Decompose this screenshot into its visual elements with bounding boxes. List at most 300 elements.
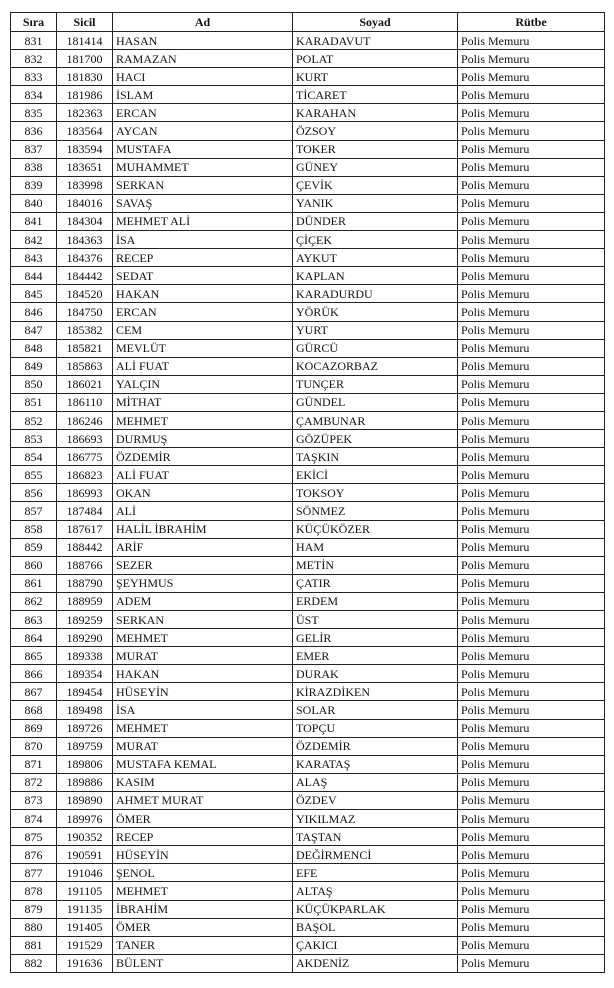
- table-row: [11, 285, 605, 303]
- cell-sicil: 189354: [57, 665, 113, 683]
- cell-sicil: 184442: [57, 267, 113, 285]
- cell-sira: 878: [11, 882, 57, 900]
- cell-sira: 845: [11, 285, 57, 303]
- table-row: [11, 701, 605, 719]
- table-row: [11, 158, 605, 176]
- cell-rutbe: Polis Memuru: [458, 737, 605, 755]
- cell-rutbe: Polis Memuru: [458, 267, 605, 285]
- cell-ad: TANER: [113, 936, 293, 954]
- cell-sira: 841: [11, 212, 57, 230]
- cell-rutbe: Polis Memuru: [458, 393, 605, 411]
- cell-ad: DURMUŞ: [113, 430, 293, 448]
- cell-sicil: 184520: [57, 285, 113, 303]
- cell-ad: ÖZDEMİR: [113, 448, 293, 466]
- cell-sicil: 190352: [57, 828, 113, 846]
- cell-soyad: GELİR: [293, 629, 458, 647]
- cell-rutbe: Polis Memuru: [458, 466, 605, 484]
- cell-sicil: 188442: [57, 538, 113, 556]
- cell-ad: ALİ FUAT: [113, 357, 293, 375]
- cell-sira: 842: [11, 231, 57, 249]
- table-row: [11, 556, 605, 574]
- cell-sicil: 184016: [57, 194, 113, 212]
- cell-sicil: 185382: [57, 321, 113, 339]
- header-soyad: Soyad: [293, 13, 458, 32]
- cell-ad: SAVAŞ: [113, 194, 293, 212]
- cell-rutbe: Polis Memuru: [458, 430, 605, 448]
- cell-ad: BÜLENT: [113, 954, 293, 972]
- cell-ad: CEM: [113, 321, 293, 339]
- cell-soyad: GÜRCÜ: [293, 339, 458, 357]
- cell-sira: 858: [11, 520, 57, 538]
- table-row: [11, 900, 605, 918]
- cell-ad: HACI: [113, 68, 293, 86]
- cell-rutbe: Polis Memuru: [458, 212, 605, 230]
- cell-ad: HÜSEYİN: [113, 683, 293, 701]
- personnel-list-page: [10, 12, 604, 973]
- cell-sira: 831: [11, 32, 57, 50]
- cell-sira: 864: [11, 629, 57, 647]
- table-row: [11, 140, 605, 158]
- cell-rutbe: Polis Memuru: [458, 791, 605, 809]
- cell-soyad: ÜST: [293, 611, 458, 629]
- table-row: [11, 86, 605, 104]
- cell-sira: 865: [11, 647, 57, 665]
- cell-sira: 860: [11, 556, 57, 574]
- cell-rutbe: Polis Memuru: [458, 665, 605, 683]
- cell-sira: 876: [11, 846, 57, 864]
- cell-sira: 881: [11, 936, 57, 954]
- table-row: [11, 755, 605, 773]
- header-sira: Sıra: [11, 13, 57, 32]
- cell-sicil: 185863: [57, 357, 113, 375]
- cell-sicil: 186110: [57, 393, 113, 411]
- cell-soyad: TAŞKIN: [293, 448, 458, 466]
- cell-sicil: 191046: [57, 864, 113, 882]
- cell-sicil: 184750: [57, 303, 113, 321]
- cell-rutbe: Polis Memuru: [458, 719, 605, 737]
- cell-rutbe: Polis Memuru: [458, 176, 605, 194]
- cell-sicil: 191135: [57, 900, 113, 918]
- cell-soyad: YANIK: [293, 194, 458, 212]
- cell-ad: ŞEYHMUS: [113, 574, 293, 592]
- cell-sicil: 189259: [57, 611, 113, 629]
- cell-sicil: 186246: [57, 411, 113, 429]
- cell-ad: RECEP: [113, 828, 293, 846]
- cell-ad: MEHMET ALİ: [113, 212, 293, 230]
- cell-ad: MEHMET: [113, 719, 293, 737]
- cell-ad: ERCAN: [113, 303, 293, 321]
- table-row: [11, 68, 605, 86]
- table-row: [11, 574, 605, 592]
- cell-soyad: EFE: [293, 864, 458, 882]
- cell-rutbe: Polis Memuru: [458, 484, 605, 502]
- cell-soyad: ÖZDEMİR: [293, 737, 458, 755]
- cell-sicil: 181700: [57, 50, 113, 68]
- table-row: [11, 267, 605, 285]
- cell-sicil: 186021: [57, 375, 113, 393]
- cell-soyad: ÖZDEV: [293, 791, 458, 809]
- cell-rutbe: Polis Memuru: [458, 900, 605, 918]
- cell-ad: SERKAN: [113, 611, 293, 629]
- table-row: [11, 249, 605, 267]
- table-row: [11, 212, 605, 230]
- cell-ad: HAKAN: [113, 665, 293, 683]
- cell-rutbe: Polis Memuru: [458, 755, 605, 773]
- cell-sira: 856: [11, 484, 57, 502]
- cell-soyad: TOPÇU: [293, 719, 458, 737]
- cell-rutbe: Polis Memuru: [458, 357, 605, 375]
- table-row: [11, 918, 605, 936]
- cell-ad: ALİ FUAT: [113, 466, 293, 484]
- cell-rutbe: Polis Memuru: [458, 448, 605, 466]
- table-row: [11, 411, 605, 429]
- cell-soyad: KURT: [293, 68, 458, 86]
- cell-ad: MEHMET: [113, 882, 293, 900]
- cell-soyad: KARADURDU: [293, 285, 458, 303]
- cell-ad: ARİF: [113, 538, 293, 556]
- table-row: [11, 357, 605, 375]
- table-row: [11, 32, 605, 50]
- cell-soyad: BAŞOL: [293, 918, 458, 936]
- cell-sira: 838: [11, 158, 57, 176]
- cell-rutbe: Polis Memuru: [458, 520, 605, 538]
- cell-sicil: 181414: [57, 32, 113, 50]
- cell-rutbe: Polis Memuru: [458, 592, 605, 610]
- table-row: [11, 104, 605, 122]
- cell-soyad: YURT: [293, 321, 458, 339]
- cell-ad: RAMAZAN: [113, 50, 293, 68]
- cell-ad: ÖMER: [113, 918, 293, 936]
- cell-rutbe: Polis Memuru: [458, 375, 605, 393]
- cell-rutbe: Polis Memuru: [458, 936, 605, 954]
- cell-sira: 880: [11, 918, 57, 936]
- cell-rutbe: Polis Memuru: [458, 411, 605, 429]
- table-row: [11, 176, 605, 194]
- cell-ad: RECEP: [113, 249, 293, 267]
- cell-soyad: TAŞTAN: [293, 828, 458, 846]
- cell-sicil: 188766: [57, 556, 113, 574]
- cell-sira: 862: [11, 592, 57, 610]
- cell-sira: 879: [11, 900, 57, 918]
- cell-sira: 837: [11, 140, 57, 158]
- cell-sira: 833: [11, 68, 57, 86]
- cell-ad: KASIM: [113, 773, 293, 791]
- cell-sira: 832: [11, 50, 57, 68]
- cell-sicil: 190591: [57, 846, 113, 864]
- cell-sicil: 191636: [57, 954, 113, 972]
- cell-rutbe: Polis Memuru: [458, 828, 605, 846]
- cell-soyad: KİRAZDİKEN: [293, 683, 458, 701]
- cell-ad: MEHMET: [113, 629, 293, 647]
- table-row: [11, 50, 605, 68]
- cell-soyad: KARAHAN: [293, 104, 458, 122]
- cell-sicil: 188790: [57, 574, 113, 592]
- cell-soyad: DÜNDER: [293, 212, 458, 230]
- cell-sicil: 191529: [57, 936, 113, 954]
- cell-ad: OKAN: [113, 484, 293, 502]
- cell-sira: 866: [11, 665, 57, 683]
- cell-sicil: 187617: [57, 520, 113, 538]
- cell-ad: AYCAN: [113, 122, 293, 140]
- header-row: [11, 13, 605, 32]
- cell-sicil: 189976: [57, 810, 113, 828]
- cell-sicil: 186993: [57, 484, 113, 502]
- cell-soyad: ÇEVİK: [293, 176, 458, 194]
- cell-sicil: 183998: [57, 176, 113, 194]
- cell-ad: ADEM: [113, 592, 293, 610]
- table-row: [11, 538, 605, 556]
- table-row: [11, 683, 605, 701]
- cell-ad: MEVLÜT: [113, 339, 293, 357]
- cell-rutbe: Polis Memuru: [458, 158, 605, 176]
- cell-soyad: ALTAŞ: [293, 882, 458, 900]
- cell-soyad: EMER: [293, 647, 458, 665]
- cell-sicil: 185821: [57, 339, 113, 357]
- cell-ad: AHMET MURAT: [113, 791, 293, 809]
- cell-soyad: GÜNEY: [293, 158, 458, 176]
- table-row: [11, 592, 605, 610]
- cell-soyad: YÖRÜK: [293, 303, 458, 321]
- cell-rutbe: Polis Memuru: [458, 321, 605, 339]
- cell-ad: İSA: [113, 231, 293, 249]
- cell-sira: 873: [11, 791, 57, 809]
- cell-rutbe: Polis Memuru: [458, 68, 605, 86]
- cell-ad: MURAT: [113, 737, 293, 755]
- cell-rutbe: Polis Memuru: [458, 249, 605, 267]
- cell-rutbe: Polis Memuru: [458, 303, 605, 321]
- cell-sira: 871: [11, 755, 57, 773]
- cell-sira: 834: [11, 86, 57, 104]
- cell-sira: 850: [11, 375, 57, 393]
- cell-sira: 861: [11, 574, 57, 592]
- cell-sira: 882: [11, 954, 57, 972]
- cell-sicil: 188959: [57, 592, 113, 610]
- cell-rutbe: Polis Memuru: [458, 285, 605, 303]
- cell-soyad: METİN: [293, 556, 458, 574]
- cell-rutbe: Polis Memuru: [458, 864, 605, 882]
- cell-rutbe: Polis Memuru: [458, 773, 605, 791]
- table-row: [11, 375, 605, 393]
- cell-soyad: POLAT: [293, 50, 458, 68]
- cell-ad: HASAN: [113, 32, 293, 50]
- cell-soyad: KÜÇÜKÖZER: [293, 520, 458, 538]
- cell-rutbe: Polis Memuru: [458, 86, 605, 104]
- cell-soyad: KÜÇÜKPARLAK: [293, 900, 458, 918]
- cell-rutbe: Polis Memuru: [458, 647, 605, 665]
- cell-soyad: TUNÇER: [293, 375, 458, 393]
- cell-sicil: 189338: [57, 647, 113, 665]
- cell-ad: HÜSEYİN: [113, 846, 293, 864]
- cell-sira: 877: [11, 864, 57, 882]
- cell-ad: YALÇIN: [113, 375, 293, 393]
- cell-soyad: TOKER: [293, 140, 458, 158]
- cell-ad: MUSTAFA: [113, 140, 293, 158]
- cell-rutbe: Polis Memuru: [458, 954, 605, 972]
- table-row: [11, 339, 605, 357]
- cell-rutbe: Polis Memuru: [458, 574, 605, 592]
- cell-ad: MEHMET: [113, 411, 293, 429]
- cell-rutbe: Polis Memuru: [458, 701, 605, 719]
- cell-soyad: TİCARET: [293, 86, 458, 104]
- table-row: [11, 448, 605, 466]
- cell-sicil: 189454: [57, 683, 113, 701]
- header-rutbe: Rütbe: [458, 13, 605, 32]
- cell-rutbe: Polis Memuru: [458, 502, 605, 520]
- cell-sira: 843: [11, 249, 57, 267]
- cell-soyad: DEĞİRMENCİ: [293, 846, 458, 864]
- cell-ad: MURAT: [113, 647, 293, 665]
- table-row: [11, 430, 605, 448]
- cell-rutbe: Polis Memuru: [458, 683, 605, 701]
- table-row: [11, 393, 605, 411]
- cell-sira: 855: [11, 466, 57, 484]
- cell-soyad: AKDENİZ: [293, 954, 458, 972]
- cell-soyad: ÇİÇEK: [293, 231, 458, 249]
- cell-ad: HAKAN: [113, 285, 293, 303]
- cell-soyad: ALAŞ: [293, 773, 458, 791]
- cell-soyad: ÇAKICI: [293, 936, 458, 954]
- table-row: [11, 194, 605, 212]
- cell-sicil: 191405: [57, 918, 113, 936]
- table-row: [11, 864, 605, 882]
- table-row: [11, 665, 605, 683]
- cell-rutbe: Polis Memuru: [458, 122, 605, 140]
- cell-sira: 868: [11, 701, 57, 719]
- cell-sira: 863: [11, 611, 57, 629]
- table-row: [11, 846, 605, 864]
- cell-ad: MUHAMMET: [113, 158, 293, 176]
- table-row: [11, 629, 605, 647]
- cell-ad: HALİL İBRAHİM: [113, 520, 293, 538]
- cell-sicil: 189498: [57, 701, 113, 719]
- table-row: [11, 954, 605, 972]
- table-row: [11, 520, 605, 538]
- cell-rutbe: Polis Memuru: [458, 918, 605, 936]
- table-row: [11, 321, 605, 339]
- cell-rutbe: Polis Memuru: [458, 32, 605, 50]
- cell-sira: 857: [11, 502, 57, 520]
- table-row: [11, 122, 605, 140]
- cell-sicil: 184363: [57, 231, 113, 249]
- cell-rutbe: Polis Memuru: [458, 194, 605, 212]
- cell-sira: 859: [11, 538, 57, 556]
- cell-soyad: KARATAŞ: [293, 755, 458, 773]
- cell-sicil: 186775: [57, 448, 113, 466]
- cell-sicil: 181986: [57, 86, 113, 104]
- cell-rutbe: Polis Memuru: [458, 846, 605, 864]
- cell-rutbe: Polis Memuru: [458, 339, 605, 357]
- cell-soyad: SOLAR: [293, 701, 458, 719]
- cell-sira: 835: [11, 104, 57, 122]
- cell-sira: 874: [11, 810, 57, 828]
- cell-soyad: YIKILMAZ: [293, 810, 458, 828]
- cell-ad: İSLAM: [113, 86, 293, 104]
- cell-rutbe: Polis Memuru: [458, 538, 605, 556]
- table-row: [11, 810, 605, 828]
- cell-soyad: ÖZSOY: [293, 122, 458, 140]
- cell-soyad: KOCAZORBAZ: [293, 357, 458, 375]
- cell-ad: ŞENOL: [113, 864, 293, 882]
- cell-sicil: 189759: [57, 737, 113, 755]
- cell-sicil: 184376: [57, 249, 113, 267]
- cell-sicil: 181830: [57, 68, 113, 86]
- cell-ad: SERKAN: [113, 176, 293, 194]
- table-row: [11, 719, 605, 737]
- cell-sicil: 189886: [57, 773, 113, 791]
- cell-sira: 869: [11, 719, 57, 737]
- cell-sicil: 191105: [57, 882, 113, 900]
- cell-rutbe: Polis Memuru: [458, 629, 605, 647]
- table-row: [11, 484, 605, 502]
- table-row: [11, 466, 605, 484]
- cell-sira: 846: [11, 303, 57, 321]
- cell-sicil: 183594: [57, 140, 113, 158]
- cell-ad: ÖMER: [113, 810, 293, 828]
- cell-sicil: 182363: [57, 104, 113, 122]
- cell-soyad: ERDEM: [293, 592, 458, 610]
- cell-sicil: 186693: [57, 430, 113, 448]
- cell-soyad: KARADAVUT: [293, 32, 458, 50]
- cell-soyad: DURAK: [293, 665, 458, 683]
- cell-soyad: SÖNMEZ: [293, 502, 458, 520]
- cell-sira: 870: [11, 737, 57, 755]
- cell-sicil: 184304: [57, 212, 113, 230]
- cell-soyad: GÜNDEL: [293, 393, 458, 411]
- cell-sira: 839: [11, 176, 57, 194]
- cell-ad: SEZER: [113, 556, 293, 574]
- cell-sira: 853: [11, 430, 57, 448]
- cell-sicil: 183651: [57, 158, 113, 176]
- cell-sira: 847: [11, 321, 57, 339]
- cell-sira: 836: [11, 122, 57, 140]
- cell-ad: ERCAN: [113, 104, 293, 122]
- cell-sira: 872: [11, 773, 57, 791]
- cell-sira: 851: [11, 393, 57, 411]
- cell-ad: SEDAT: [113, 267, 293, 285]
- table-row: [11, 231, 605, 249]
- cell-soyad: EKİCİ: [293, 466, 458, 484]
- cell-soyad: ÇATIR: [293, 574, 458, 592]
- header-sicil: Sicil: [57, 13, 113, 32]
- cell-sicil: 189806: [57, 755, 113, 773]
- table-row: [11, 791, 605, 809]
- cell-rutbe: Polis Memuru: [458, 50, 605, 68]
- cell-soyad: ÇAMBUNAR: [293, 411, 458, 429]
- table-row: [11, 828, 605, 846]
- table-row: [11, 303, 605, 321]
- cell-soyad: KAPLAN: [293, 267, 458, 285]
- cell-sira: 852: [11, 411, 57, 429]
- table-row: [11, 882, 605, 900]
- cell-soyad: AYKUT: [293, 249, 458, 267]
- table-row: [11, 647, 605, 665]
- cell-sira: 875: [11, 828, 57, 846]
- personnel-table: [10, 12, 605, 973]
- table-body: [11, 32, 605, 973]
- table-row: [11, 737, 605, 755]
- cell-rutbe: Polis Memuru: [458, 611, 605, 629]
- cell-ad: İBRAHİM: [113, 900, 293, 918]
- table-row: [11, 773, 605, 791]
- cell-sicil: 189890: [57, 791, 113, 809]
- cell-soyad: GÖZÜPEK: [293, 430, 458, 448]
- cell-sira: 840: [11, 194, 57, 212]
- table-row: [11, 611, 605, 629]
- cell-sicil: 189726: [57, 719, 113, 737]
- cell-sicil: 183564: [57, 122, 113, 140]
- cell-sira: 867: [11, 683, 57, 701]
- cell-sicil: 186823: [57, 466, 113, 484]
